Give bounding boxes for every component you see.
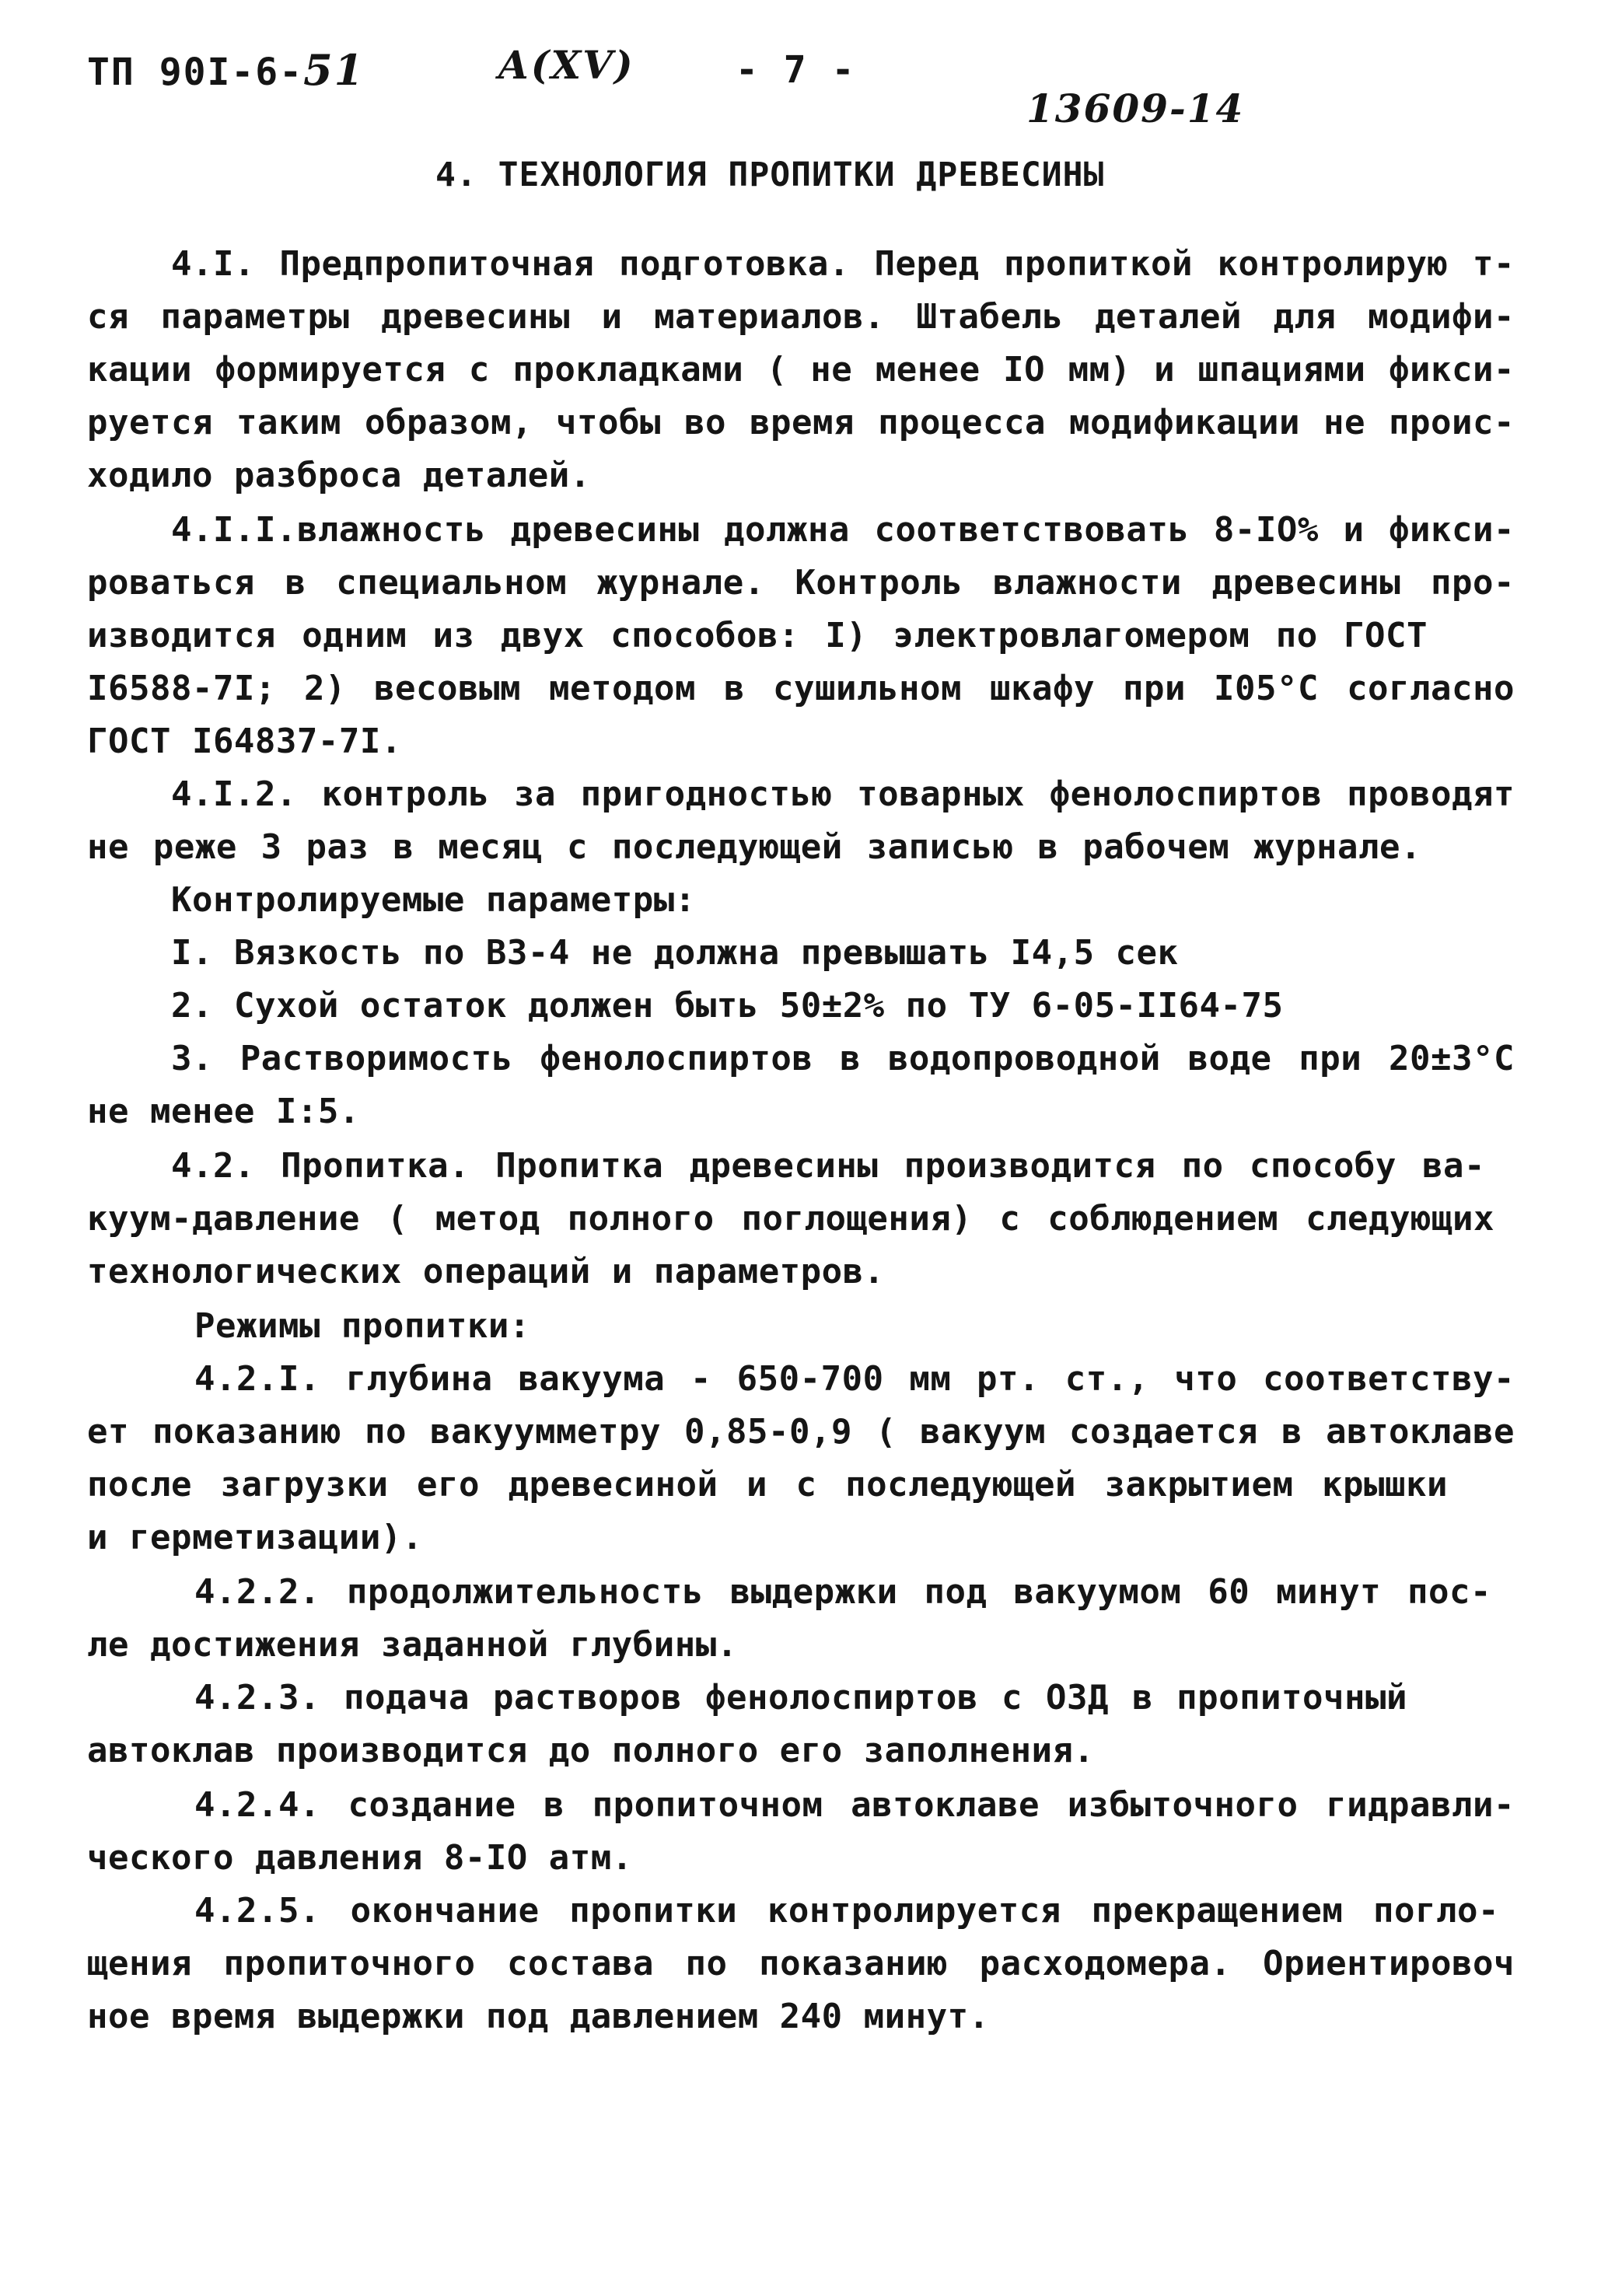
text-line: 4.2.5. окончание пропитки контролируется прекращением погло- (194, 1891, 1499, 1931)
text-line: 4.2.3. подача растворов фенолоспиртов с ОЗД в пропиточный (194, 1678, 1407, 1718)
text-line: роваться в специальном журнале. Контроль влажности древесины про- (87, 563, 1515, 603)
text-line: ся параметры древесины и материалов. Штабель деталей для модифи- (87, 297, 1515, 337)
document-code-prefix: ТП 90I-6- (87, 51, 304, 94)
text-line: 4.2.4. создание в пропиточном автоклаве избыточного гидравли- (194, 1785, 1515, 1825)
document-code-handwritten: 51 (303, 45, 365, 95)
text-line: Режимы пропитки: (194, 1306, 530, 1346)
text-line: ческого давления 8-IО атм. (87, 1838, 633, 1878)
text-line: ное время выдержки под давлением 240 минут. (87, 1997, 990, 2036)
sheet-number: 13609-14 (1026, 86, 1245, 131)
text-line: 4.I.I.влажность древесины должна соответствовать 8-IО% и фикси- (171, 510, 1515, 550)
text-line: руется таким образом, чтобы во время процесса модификации не проис- (87, 403, 1515, 442)
text-line: ет показанию по вакуумметру 0,85-0,9 ( вакуум создается в автоклаве (87, 1412, 1515, 1452)
text-line: кации формируется с прокладками ( не менее IО мм) и шпациями фикси- (87, 350, 1515, 390)
text-line: 4.2.I. глубина вакуума - 650-700 мм рт. ст., что соответству- (194, 1359, 1515, 1399)
text-line: ле достижения заданной глубины. (87, 1625, 738, 1665)
text-line: не реже 3 раз в месяц с последующей записью в рабочем журнале. (87, 827, 1421, 867)
text-line: не менее I:5. (87, 1092, 360, 1131)
text-line: ГОСТ I64837-7I. (87, 722, 402, 761)
text-line: I6588-7I; 2) весовым методом в сушильном шкафу при I05°С согласно (87, 669, 1515, 708)
text-line: щения пропиточного состава по показанию расходомера. Ориентировоч (87, 1944, 1515, 1983)
text-line: 4.2.2. продолжительность выдержки под вакуумом 60 минут пос- (194, 1572, 1491, 1612)
text-line: после загрузки его древесиной и с последующей закрытием крышки (87, 1465, 1448, 1504)
text-line: изводится одним из двух способов: I) электровлагомером по ГОСТ (87, 616, 1428, 655)
document-code (87, 45, 365, 95)
section-title: 4. ТЕХНОЛОГИЯ ПРОПИТКИ ДРЕВЕСИНЫ (435, 156, 1105, 194)
text-line: 4.I.2. контроль за пригодностью товарных фенолоспиртов проводят (171, 774, 1515, 814)
album-number: А(XV) (498, 42, 634, 88)
text-line: 3. Растворимость фенолоспиртов в водопроводной воде при 20±3°С (171, 1039, 1515, 1078)
page-number: - 7 - (736, 48, 856, 92)
text-line: ходило разброса деталей. (87, 456, 591, 495)
text-line: 4.I. Предпропиточная подготовка. Перед пропиткой контролирую т- (171, 244, 1515, 284)
text-line: I. Вязкость по ВЗ-4 не должна превышать I4,5 сек (171, 933, 1179, 973)
text-line: 4.2. Пропитка. Пропитка древесины производится по способу ва- (171, 1146, 1485, 1186)
text-line: автоклав производится до полного его заполнения. (87, 1731, 1095, 1770)
text-line: и герметизации). (87, 1518, 423, 1557)
text-line: технологических операций и параметров. (87, 1252, 885, 1291)
text-line: Контролируемые параметры: (171, 880, 696, 920)
text-line: куум-давление ( метод полного поглощения) с соблюдением следующих (87, 1199, 1494, 1239)
text-line: 2. Сухой остаток должен быть 50±2% по ТУ 6-05-II64-75 (171, 986, 1284, 1026)
